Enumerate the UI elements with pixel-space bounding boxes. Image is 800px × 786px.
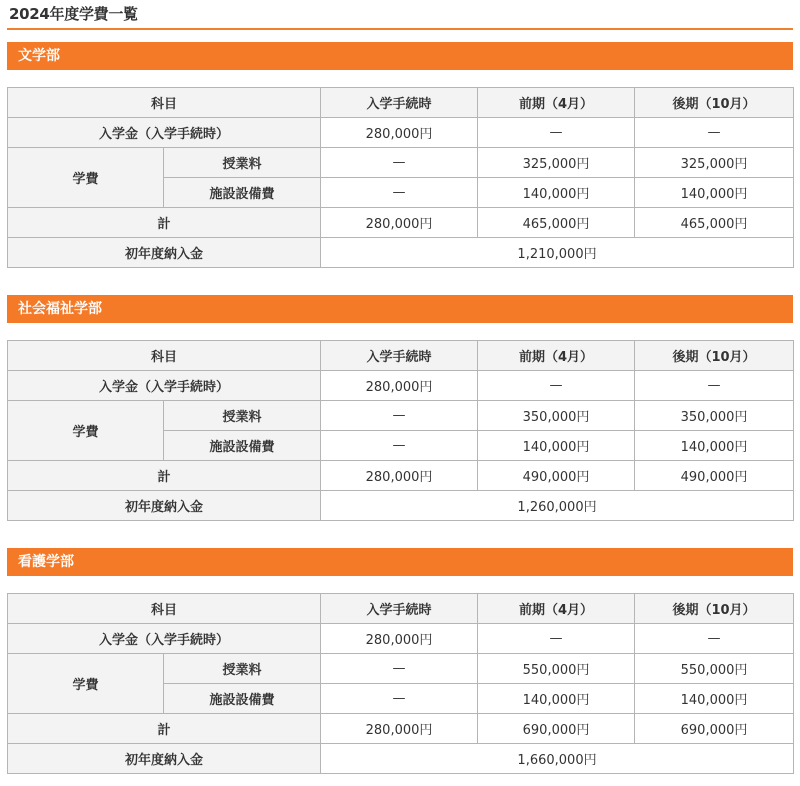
table-row	[8, 238, 794, 268]
faculty-section-nursing	[7, 548, 793, 774]
cell-subtotal-first: 490,000円	[478, 461, 635, 491]
cell-subtotal-first: 465,000円	[478, 208, 635, 238]
cell-lesson-first: 350,000円	[478, 401, 635, 431]
row-label-facility: 施設設備費	[164, 684, 321, 714]
table-header-row	[8, 88, 794, 118]
cell-lesson-first: 325,000円	[478, 148, 635, 178]
row-label-facility: 施設設備費	[164, 431, 321, 461]
title-divider	[7, 28, 793, 30]
header-enroll: 入学手続時	[321, 341, 478, 371]
cell-lesson-second: 350,000円	[635, 401, 794, 431]
cell-first-year-total: 1,660,000円	[321, 744, 794, 774]
cell-facility-second: 140,000円	[635, 684, 794, 714]
row-label-first-year: 初年度納入金	[8, 491, 321, 521]
table-row	[8, 654, 794, 684]
cell-lesson-enroll: —	[321, 654, 478, 684]
table-row	[8, 714, 794, 744]
cell-facility-first: 140,000円	[478, 684, 635, 714]
cell-subtotal-enroll: 280,000円	[321, 714, 478, 744]
cell-subtotal-enroll: 280,000円	[321, 208, 478, 238]
cell-lesson-first: 550,000円	[478, 654, 635, 684]
cell-facility-second: 140,000円	[635, 431, 794, 461]
cell-facility-enroll: —	[321, 178, 478, 208]
page-title: 2024年度学費一覧	[9, 5, 138, 23]
cell-subtotal-first: 690,000円	[478, 714, 635, 744]
cell-facility-enroll: —	[321, 684, 478, 714]
table-row	[8, 461, 794, 491]
table-row	[8, 491, 794, 521]
row-label-admission: 入学金（入学手続時）	[8, 624, 321, 654]
cell-subtotal-second: 465,000円	[635, 208, 794, 238]
cell-admission-enroll: 280,000円	[321, 624, 478, 654]
row-label-lesson: 授業料	[164, 148, 321, 178]
fee-table	[7, 340, 794, 521]
cell-admission-second: —	[635, 371, 794, 401]
row-label-first-year: 初年度納入金	[8, 744, 321, 774]
table-header-row	[8, 594, 794, 624]
cell-first-year-total: 1,260,000円	[321, 491, 794, 521]
row-label-facility: 施設設備費	[164, 178, 321, 208]
cell-subtotal-second: 690,000円	[635, 714, 794, 744]
section-header: 社会福祉学部	[7, 295, 793, 323]
cell-lesson-enroll: —	[321, 401, 478, 431]
row-label-tuition-group: 学費	[8, 148, 164, 208]
cell-facility-enroll: —	[321, 431, 478, 461]
cell-lesson-enroll: —	[321, 148, 478, 178]
table-row	[8, 371, 794, 401]
table-row	[8, 118, 794, 148]
cell-admission-second: —	[635, 624, 794, 654]
row-label-admission: 入学金（入学手続時）	[8, 118, 321, 148]
table-row	[8, 744, 794, 774]
table-header-row	[8, 341, 794, 371]
table-row	[8, 208, 794, 238]
row-label-tuition-group: 学費	[8, 401, 164, 461]
cell-admission-first: —	[478, 371, 635, 401]
table-row	[8, 624, 794, 654]
cell-admission-enroll: 280,000円	[321, 371, 478, 401]
header-first-term: 前期（4月）	[478, 341, 635, 371]
fee-table	[7, 87, 794, 268]
row-label-subtotal: 計	[8, 461, 321, 491]
cell-admission-first: —	[478, 624, 635, 654]
row-label-subtotal: 計	[8, 714, 321, 744]
row-label-lesson: 授業料	[164, 654, 321, 684]
header-second-term: 後期（10月）	[635, 341, 794, 371]
header-second-term: 後期（10月）	[635, 594, 794, 624]
cell-subtotal-enroll: 280,000円	[321, 461, 478, 491]
section-header: 看護学部	[7, 548, 793, 576]
section-header: 文学部	[7, 42, 793, 70]
table-row	[8, 401, 794, 431]
header-enroll: 入学手続時	[321, 88, 478, 118]
cell-admission-second: —	[635, 118, 794, 148]
row-label-subtotal: 計	[8, 208, 321, 238]
row-label-lesson: 授業料	[164, 401, 321, 431]
cell-admission-first: —	[478, 118, 635, 148]
header-first-term: 前期（4月）	[478, 594, 635, 624]
cell-admission-enroll: 280,000円	[321, 118, 478, 148]
row-label-admission: 入学金（入学手続時）	[8, 371, 321, 401]
cell-facility-first: 140,000円	[478, 178, 635, 208]
cell-first-year-total: 1,210,000円	[321, 238, 794, 268]
cell-lesson-second: 325,000円	[635, 148, 794, 178]
cell-subtotal-second: 490,000円	[635, 461, 794, 491]
header-second-term: 後期（10月）	[635, 88, 794, 118]
header-subject: 科目	[8, 341, 321, 371]
faculty-section-social-welfare	[7, 295, 793, 521]
faculty-section-literature	[7, 42, 793, 268]
cell-lesson-second: 550,000円	[635, 654, 794, 684]
cell-facility-second: 140,000円	[635, 178, 794, 208]
table-row	[8, 148, 794, 178]
header-subject: 科目	[8, 88, 321, 118]
header-enroll: 入学手続時	[321, 594, 478, 624]
header-subject: 科目	[8, 594, 321, 624]
fee-table	[7, 593, 794, 774]
row-label-tuition-group: 学費	[8, 654, 164, 714]
row-label-first-year: 初年度納入金	[8, 238, 321, 268]
cell-facility-first: 140,000円	[478, 431, 635, 461]
header-first-term: 前期（4月）	[478, 88, 635, 118]
